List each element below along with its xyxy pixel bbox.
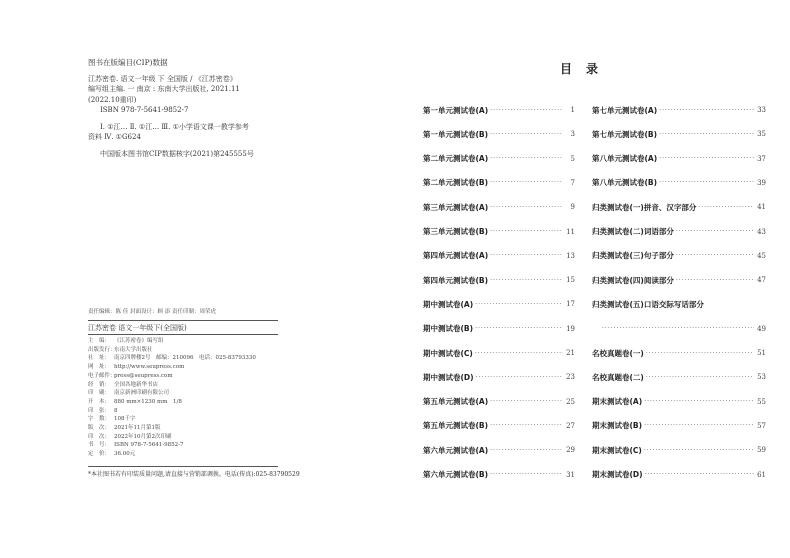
toc-leader-dots: [676, 228, 754, 235]
toc-page-number: 39: [757, 178, 766, 187]
toc-entry[interactable]: [592, 444, 766, 456]
toc-entry[interactable]: [423, 371, 575, 383]
responsible-editors: 责任编辑：陈 佳 封面设计：顾 添 责任印制：周荣虎: [88, 309, 216, 315]
toc-entry[interactable]: [592, 371, 766, 383]
toc-leader-dots: [698, 204, 754, 211]
toc-leader-dots: [475, 325, 563, 332]
cip-line: 编写组主编. 一 南京 : 东南大学出版社, 2021.11: [88, 85, 240, 93]
colophon-row: [88, 337, 288, 346]
toc-leader-dots: [676, 252, 754, 259]
toc-leader-dots: [644, 422, 754, 429]
toc-entry[interactable]: [592, 153, 766, 165]
cip-record-number: 中国版本图书馆CIP数据核字(2021)第245555号: [100, 149, 254, 158]
toc-entry-title: 归类测试卷(五)口语交际写话部分: [592, 299, 704, 309]
toc-page-number: 11: [566, 227, 575, 236]
toc-leader-dots: [646, 350, 754, 357]
toc-entry-title: 期末测试卷(C): [592, 445, 642, 455]
colophon-key: 印 刷：: [88, 390, 111, 397]
toc-entry-title: 归类测试卷(四)阅读部分: [592, 275, 674, 285]
toc-entry-title: 归类测试卷(三)句子部分: [592, 251, 674, 261]
colophon-row: [88, 346, 288, 355]
divider: [88, 320, 278, 321]
colophon-row: [88, 433, 288, 442]
toc-page-number: 35: [757, 130, 766, 139]
cip-block: [88, 58, 288, 159]
toc-entry[interactable]: [592, 420, 766, 432]
colophon-key: 经 销：: [88, 381, 111, 388]
toc-page-number: 23: [566, 373, 575, 382]
colophon-value: 8: [114, 407, 118, 414]
toc-entry-title: 第八单元测试卷(B): [592, 178, 658, 188]
toc-entry-title: 第二单元测试卷(B): [423, 178, 489, 188]
toc-entry-title: 归类测试卷(一)拼音、汉字部分: [592, 202, 697, 212]
toc-leader-dots: [644, 447, 754, 454]
toc-entry[interactable]: [592, 104, 766, 116]
toc-leader-dots: [475, 301, 563, 308]
toc-entry-title: 期中测试卷(B): [423, 324, 474, 334]
toc-entry-title: 第六单元测试卷(A): [423, 445, 489, 455]
toc-leader-dots: [644, 398, 754, 405]
toc-entry[interactable]: [423, 323, 575, 335]
cip-line: 资料 Ⅳ. ①G624: [88, 133, 141, 141]
toc-entry[interactable]: [423, 128, 575, 140]
toc-entry[interactable]: [592, 347, 766, 359]
toc-page-number: 19: [566, 324, 575, 333]
toc-leader-dots: [490, 155, 563, 162]
toc-leader-dots: [602, 325, 754, 332]
colophon-value: 南京四牌楼2号 邮编：210096 电话：025-83793330: [114, 355, 256, 362]
toc-leader-dots: [659, 179, 754, 186]
toc-page-number: 29: [566, 446, 575, 455]
toc-entry[interactable]: [423, 347, 575, 359]
colophon-row: [88, 363, 288, 372]
cip-isbn: ISBN 978-7-5641-9852-7: [100, 106, 189, 114]
colophon-value: press@seupress.com: [114, 372, 173, 379]
toc-page-number: 9: [570, 203, 575, 212]
toc-page-number: 3: [570, 130, 575, 139]
toc-leader-dots: [490, 422, 563, 429]
toc-title: 目录: [560, 62, 613, 76]
toc-page-number: 15: [566, 276, 575, 285]
toc-entry-title: 第八单元测试卷(A): [592, 154, 658, 164]
toc-page-number: 37: [757, 154, 766, 163]
toc-page-number: 49: [757, 324, 766, 333]
colophon-row: [88, 398, 288, 407]
toc-entry-title: 第四单元测试卷(A): [423, 251, 489, 261]
colophon-row: [88, 424, 288, 433]
toc-entry[interactable]: [592, 323, 766, 335]
toc-leader-dots: [659, 107, 754, 114]
toc-entry-title: 期末测试卷(D): [592, 470, 643, 479]
toc-page-number: 59: [757, 446, 766, 455]
toc-page-number: 17: [566, 300, 575, 309]
toc-leader-dots: [490, 107, 563, 114]
toc-leader-dots: [490, 204, 563, 211]
toc-leader-dots: [490, 252, 563, 259]
toc-page-number: 33: [757, 106, 766, 114]
colophon-value: 880 mm×1230 mm 1/8: [114, 398, 182, 405]
toc-entry[interactable]: [592, 201, 766, 213]
colophon-value: 南京新洲印刷有限公司: [114, 390, 170, 397]
toc-page-number: 31: [566, 470, 575, 479]
colophon-key: 出版发行：: [88, 346, 116, 353]
toc-entry[interactable]: [423, 250, 575, 262]
toc-leader-dots: [490, 179, 563, 186]
cip-line: 江苏密卷. 语文一年级 下 全国版 / 《江苏密卷》: [88, 74, 237, 83]
toc-entry-title: 第三单元测试卷(A): [423, 202, 489, 212]
toc-page-number: 25: [566, 397, 575, 406]
colophon-row: [88, 372, 288, 381]
toc-entry-title: 第二单元测试卷(A): [423, 154, 489, 164]
toc-leader-dots: [490, 131, 563, 138]
toc-entry-title: 期末测试卷(A): [592, 397, 643, 407]
colophon-key: 定 价：: [88, 451, 111, 458]
toc-entry-title: 第五单元测试卷(B): [423, 421, 489, 431]
toc-entry[interactable]: [423, 274, 575, 286]
toc-entry[interactable]: [423, 444, 575, 456]
toc-page-number: 55: [757, 397, 766, 406]
toc-entry-title: 第五单元测试卷(A): [423, 397, 489, 407]
toc-entry-title: 第四单元测试卷(B): [423, 275, 489, 285]
colophon-value: 108千字: [114, 416, 136, 423]
colophon-row: [88, 415, 288, 424]
toc-entry[interactable]: [423, 201, 575, 213]
colophon-key: 电子邮件：: [88, 372, 116, 379]
toc-entry-title: 第六单元测试卷(B): [423, 470, 489, 479]
cip-line: Ⅰ. ①江… Ⅱ. ①江… Ⅲ. ①小学语文课一教学参考: [100, 122, 249, 131]
colophon-value: 2022年10月第2次印刷: [114, 433, 172, 440]
toc-leader-dots: [646, 374, 754, 381]
toc-leader-dots: [659, 131, 754, 138]
toc-entry[interactable]: [423, 396, 575, 408]
divider: [88, 466, 278, 467]
toc-page-number: 1: [570, 106, 575, 114]
toc-entry[interactable]: [423, 469, 575, 481]
toc-entry-title: 第七单元测试卷(A): [592, 105, 658, 115]
toc-entry-title: 期末测试卷(B): [592, 421, 643, 431]
toc-leader-dots: [490, 277, 563, 284]
cip-line: (2022.10重印): [88, 95, 137, 104]
toc-entry-title: 第三单元测试卷(B): [423, 227, 489, 236]
toc-leader-dots: [490, 228, 563, 235]
toc-leader-dots: [490, 447, 563, 454]
colophon-key: 主 编：: [88, 338, 111, 344]
colophon-value: http://www.seupress.com: [114, 364, 185, 371]
colophon-value: 东南大学出版社: [114, 346, 153, 353]
toc-entry-title: 期中测试卷(D): [423, 372, 474, 382]
colophon-key: 版 次：: [88, 425, 111, 432]
toc-entry[interactable]: [592, 298, 766, 310]
toc-entry-title: 期中测试卷(C): [423, 348, 473, 358]
toc-entry[interactable]: [423, 298, 575, 310]
toc-entry[interactable]: [423, 226, 575, 238]
toc-entry[interactable]: [592, 177, 766, 189]
cip-title: 图书在版编目(CIP)数据: [88, 58, 168, 67]
colophon-row: [88, 354, 288, 363]
toc-entry[interactable]: [592, 128, 766, 140]
colophon-row: [88, 450, 288, 459]
divider: [88, 334, 278, 335]
colophon-row: [88, 441, 288, 450]
colophon-row: [88, 381, 288, 390]
toc-page-number: 57: [757, 421, 766, 430]
toc-entry-title: 第一单元测试卷(B): [423, 129, 489, 139]
colophon-key: 书 号：: [88, 442, 111, 449]
toc-entry-title: 期中测试卷(A): [423, 299, 474, 309]
colophon-value: 全国各地新华书店: [114, 381, 159, 388]
toc-entry[interactable]: [592, 226, 766, 238]
toc-entry[interactable]: [592, 469, 766, 481]
toc-leader-dots: [676, 277, 754, 284]
toc-entry[interactable]: [423, 104, 575, 116]
colophon-value: ISBN 978-7-5641-9852-7: [114, 442, 184, 449]
colophon-value: 《江苏密卷》编写组: [114, 338, 164, 344]
toc-page: [395, 0, 790, 558]
toc-page-number: 7: [570, 178, 575, 187]
toc-leader-dots: [476, 374, 563, 381]
toc-page-number: 21: [566, 349, 575, 357]
toc-leader-dots: [490, 471, 563, 478]
colophon-row: [88, 389, 288, 398]
toc-entry[interactable]: [592, 274, 766, 286]
toc-page-number: 45: [757, 251, 766, 260]
colophon-value: 2021年11月第1版: [114, 425, 161, 432]
toc-entry[interactable]: [423, 153, 575, 165]
toc-entry-title: 第七单元测试卷(B): [592, 129, 658, 139]
toc-leader-dots: [659, 155, 754, 162]
toc-entry-title: 第一单元测试卷(A): [423, 105, 489, 115]
toc-entry[interactable]: [592, 250, 766, 262]
colophon-key: 印 张：: [88, 407, 111, 414]
toc-page-number: 27: [566, 421, 575, 430]
colophon-key: 字 数：: [88, 416, 111, 423]
colophon-key: 开 本：: [88, 398, 111, 405]
toc-page-number: 43: [757, 227, 766, 236]
toc-entry-title: 名校真题卷(二): [592, 372, 644, 382]
book-title: 江苏密卷 语文一年级下(全国版): [88, 324, 187, 332]
colophon-row: [88, 407, 288, 416]
toc-entry[interactable]: [423, 177, 575, 189]
toc-entry[interactable]: [423, 420, 575, 432]
toc-page-number: 51: [757, 349, 766, 357]
toc-page-number: 13: [566, 251, 575, 260]
toc-entry-title: 归类测试卷(二)词语部分: [592, 227, 674, 236]
colophon-key: 印 次：: [88, 433, 111, 440]
toc-page-number: 61: [757, 470, 766, 479]
toc-page-number: 5: [570, 154, 575, 163]
toc-leader-dots: [645, 471, 754, 478]
colophon: [88, 337, 288, 459]
toc-entry[interactable]: [592, 396, 766, 408]
colophon-key: 社 址：: [88, 355, 111, 362]
quality-notice: *本社图书若有印装质量问题,请直接与营销部调换。电话(传真):025-83790529: [88, 471, 300, 478]
toc-entry-title: 名校真题卷(一): [592, 348, 644, 358]
colophon-value: 36.00元: [114, 451, 136, 458]
colophon-key: 网 址：: [88, 364, 111, 371]
toc-leader-dots: [490, 398, 563, 405]
toc-page-number: 53: [757, 373, 766, 382]
toc-page-number: 47: [757, 276, 766, 285]
toc-page-number: 41: [757, 203, 766, 212]
toc-leader-dots: [475, 350, 563, 357]
